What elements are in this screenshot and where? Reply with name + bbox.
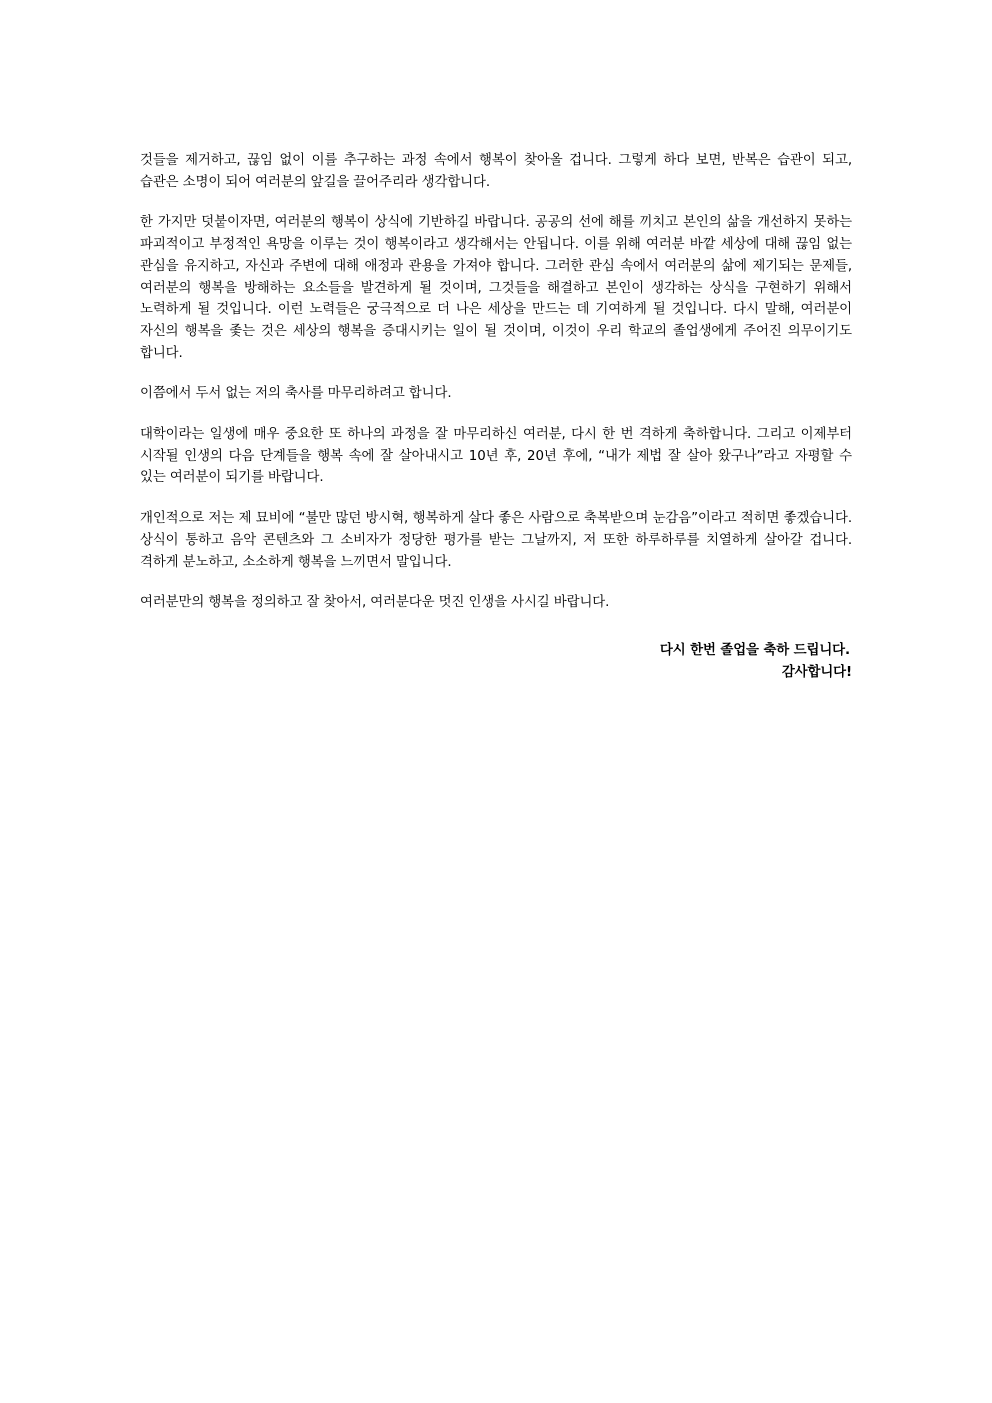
closing-line-1: 다시 한번 졸업을 축하 드립니다.: [659, 642, 850, 658]
paragraph-5: 개인적으로 저는 제 묘비에 “불만 많던 방시혁, 행복하게 살다 좋은 사람으로 축복받으며 눈감음”이라고 적히면 좋겠습니다. 상식이 통하고 음악 콘텐츠와 그 소비자가 정당한 평가를 받는 그날까지, 저 또한 하루하루를 치열하게 살아갈 겁니다. 격하게 분노하고, 소소하게 행복을 느끼면서 말입니다.: [140, 511, 852, 570]
paragraph-2: 한 가지만 덧붙이자면, 여러분의 행복이 상식에 기반하길 바랍니다. 공공의 선에 해를 끼치고 본인의 삶을 개선하지 못하는 파괴적이고 부정적인 욕망을 이루는 것이 행복이라고 생각해서는 안됩니다. 이를 위해 여러분 바깥 세상에 대해 끊임 없는 관심을 유지하고, 자신과 주변에 대해 애정과 관용을 가져야 합니다. 그러한 관심 속에서 여러분의 삶에 제기되는 문제들, 여러분의 행복을 방해하는 요소들을 발견하게 될 것이며, 그것들을 해결하고 본인이 생각하는 상식을 구현하기 위해서 노력하게 될 것입니다. 이런 노력들은 궁극적으로 더 나은 세상을 만드는 데 기여하게 될 것입니다. 다시 말해, 여러분이 자신의 행복을 좇는 것은 세상의 행복을 증대시키는 일이 될 것이며, 이것이 우리 학교의 졸업생에게 주어진 의무이기도 합니다.: [140, 215, 852, 361]
document-body: [140, 150, 852, 683]
closing-line-2: 감사합니다!: [781, 664, 852, 680]
closing-block: [140, 640, 852, 683]
paragraph-6: 여러분만의 행복을 정의하고 잘 찾아서, 여러분다운 멋진 인생을 사시길 바랍니다.: [140, 595, 610, 611]
paragraph-4: 대학이라는 일생에 매우 중요한 또 하나의 과정을 잘 마무리하신 여러분, 다시 한 번 격하게 축하합니다. 그리고 이제부터 시작될 인생의 다음 단계들을 행복 속에 잘 살아내시고 10년 후, 20년 후에, “내가 제법 잘 살아 왔구나”라고 자평할 수 있는 여러분이 되기를 바랍니다.: [140, 427, 852, 486]
paragraph-1: 것들을 제거하고, 끊임 없이 이를 추구하는 과정 속에서 행복이 찾아올 겁니다. 그렇게 하다 보면, 반복은 습관이 되고, 습관은 소명이 되어 여러분의 앞길을 끌어주리라 생각합니다.: [140, 153, 852, 190]
paragraph-3: 이쯤에서 두서 없는 저의 축사를 마무리하려고 합니다.: [140, 386, 452, 402]
